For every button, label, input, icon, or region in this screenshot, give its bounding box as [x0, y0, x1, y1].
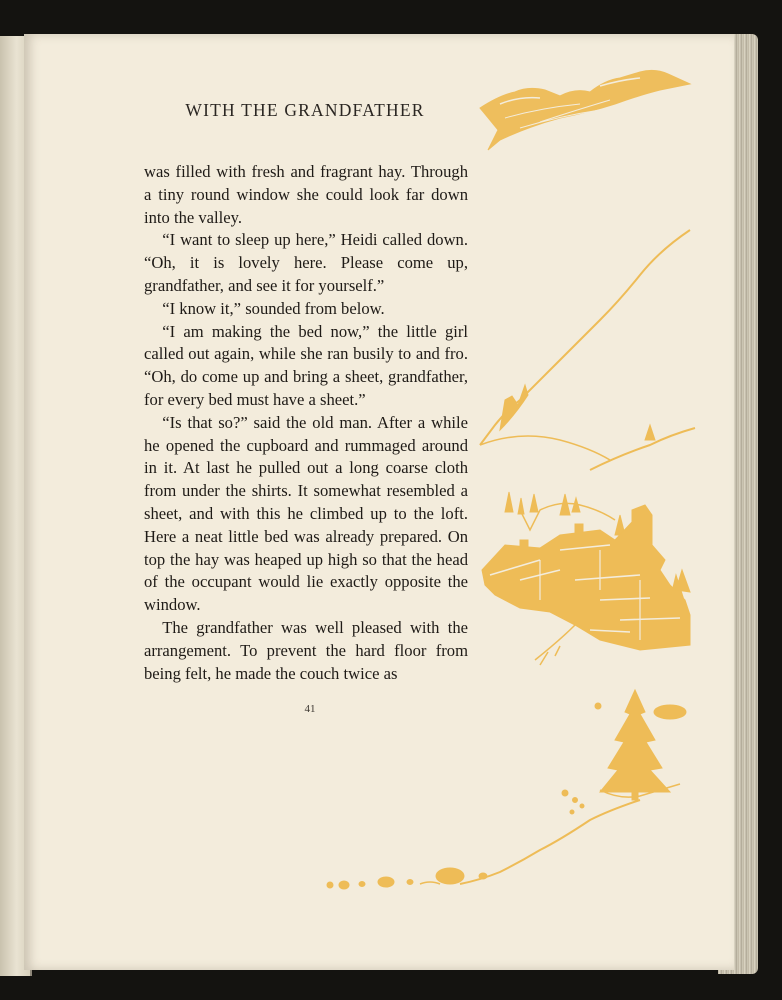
- paragraph: The grandfather was well pleased with the arrangement. To prevent the hard floor from being felt, he made the couch twice as: [144, 617, 468, 683]
- mountain-peaks-icon: [480, 70, 690, 150]
- paragraph: “I am making the bed now,” the little girl called out again, while she ran busily to and fro. “Oh, do come up and bring a sheet, grandfather, for every bed must have a sheet.”: [144, 321, 468, 409]
- paragraph: “I know it,” sounded from below.: [162, 298, 385, 318]
- paragraph: was filled with fresh and fragrant hay. Through a tiny round window she could look far down into the valley.: [144, 162, 468, 227]
- paragraph: “I want to sleep up here,” Heidi called down. “Oh, it is lovely here. Please come up, grandfather, and see it for yourself.”: [144, 230, 468, 295]
- page-number: 41: [304, 703, 316, 715]
- running-head: WITH THE GRANDFATHER: [185, 100, 425, 120]
- alpine-hut-icon: [482, 505, 690, 650]
- paragraph: “Is that so?” said the old man. After a while he opened the cupboard and rummaged around in it. At last he pulled out a long coarse cloth from under the shirts. It somewhat resembled a sheet, and with this he climbed up to the loft. Here a neat little bed was already prepared. On top the hay was heaped up high so that the head of the occupant would lie exactly opposite the window.: [144, 412, 468, 615]
